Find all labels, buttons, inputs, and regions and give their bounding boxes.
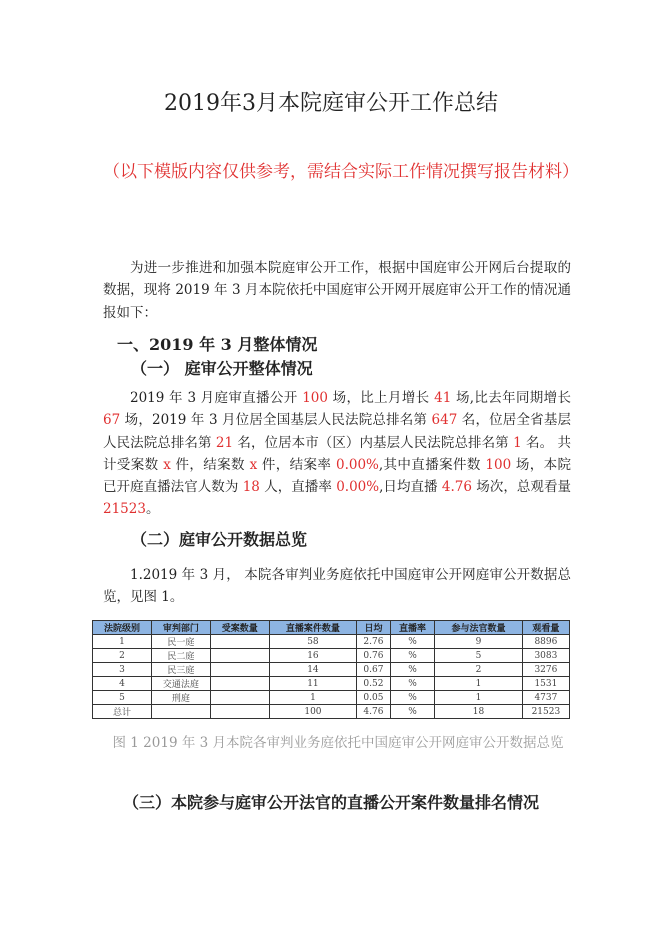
highlighted-value: 21	[215, 434, 234, 451]
highlighted-value: x	[163, 456, 171, 473]
data-overview-table	[92, 620, 570, 719]
paragraph-text: 名，位居本市（区）内基层人民法院总排名第	[233, 434, 514, 451]
table-cell: %	[390, 705, 435, 719]
table-cell: %	[390, 649, 435, 663]
column-header: 直播率	[390, 621, 435, 635]
table-cell: 5	[435, 649, 523, 663]
subsection-heading-3: （三）本院参与庭审公开法官的直播公开案件数量排名情况	[123, 793, 540, 812]
table-cell: 1	[93, 635, 152, 649]
highlighted-value: 41	[434, 390, 452, 406]
subsection-heading-2: （二）庭审公开数据总览	[131, 530, 308, 549]
highlighted-value: 1	[513, 434, 522, 451]
paragraph-text: 名，位居全省基层人民法院总排名第	[103, 412, 571, 451]
data-overview-paragraph: 1.2019 年 3 月， 本院各审判业务庭依托中国庭审公开网庭审公开数据总览，见图 1。	[103, 567, 571, 606]
table-cell: 1	[269, 691, 357, 705]
highlighted-value: 0.00%	[335, 456, 379, 473]
table-cell	[210, 649, 269, 663]
column-header: 法院级别	[93, 621, 152, 635]
table-cell: 民三庭	[151, 663, 210, 677]
table-cell: 民一庭	[151, 635, 210, 649]
paragraph-text: 件，结案数	[170, 456, 250, 473]
column-header: 日均	[357, 621, 390, 635]
table-cell	[210, 663, 269, 677]
table-cell: %	[390, 677, 435, 691]
table-cell: 14	[269, 663, 357, 677]
table-cell: 0.67	[357, 663, 390, 677]
paragraph-text: 件，结案率	[257, 456, 336, 473]
table-cell: 3083	[522, 649, 569, 663]
table-cell: 民二庭	[151, 649, 210, 663]
table-cell: 5	[93, 691, 152, 705]
column-header: 参与法官数量	[435, 621, 523, 635]
table-cell: 4.76	[357, 705, 390, 719]
table-cell: 3	[93, 663, 152, 677]
table-cell	[210, 635, 269, 649]
table-cell: 交通法庭	[151, 677, 210, 691]
table-cell: 0.76	[357, 649, 390, 663]
highlighted-value: 67	[103, 412, 121, 429]
paragraph-text: 场,比去年同期增长	[451, 390, 571, 406]
paragraph-text: 2019 年 3 月庭审直播公开	[130, 390, 303, 406]
table-cell: %	[390, 635, 435, 649]
table-cell: 刑庭	[151, 691, 210, 705]
paragraph-text: 。	[145, 501, 160, 518]
table-row	[93, 705, 570, 719]
table-cell	[151, 705, 210, 719]
table-header-row	[93, 621, 570, 635]
paragraph-text: 场，2019 年 3 月位居全国基层人民法院总排名第	[120, 412, 432, 429]
table-cell: 2	[435, 663, 523, 677]
overview-paragraph	[103, 387, 571, 521]
document-title: 2019年3月本院庭审公开工作总结	[164, 91, 498, 116]
table-row	[93, 677, 570, 691]
table-row	[93, 691, 570, 705]
table-cell: 3276	[522, 663, 569, 677]
table-cell: 9	[435, 635, 523, 649]
intro-paragraph: 为进一步推进和加强本院庭审公开工作，根据中国庭审公开网后台提取的数据，现将 2019 年 3 月本院依托中国庭审公开网开展庭审公开工作的情况通报如下：	[103, 260, 571, 321]
table-cell: 100	[269, 705, 357, 719]
paragraph-text: ,日均直播	[379, 479, 442, 496]
table-cell: 4	[93, 677, 152, 691]
table-cell	[210, 705, 269, 719]
highlighted-value: 18	[242, 479, 260, 496]
paragraph-text: 场次，总观看量	[471, 479, 571, 496]
column-header: 观看量	[522, 621, 569, 635]
table-cell: 8896	[522, 635, 569, 649]
highlighted-value: 100	[302, 390, 328, 406]
highlighted-value: 4.76	[441, 479, 472, 496]
table-cell: 2	[93, 649, 152, 663]
section-heading-1: 一、2019 年 3 月整体情况	[117, 335, 318, 354]
table-cell: 16	[269, 649, 357, 663]
table-cell: 21523	[522, 705, 569, 719]
highlighted-value: 647	[431, 412, 458, 429]
table-cell: 1	[435, 691, 523, 705]
table-row	[93, 635, 570, 649]
table-cell: 1	[435, 677, 523, 691]
paragraph-text: 场，比上月增长	[327, 390, 435, 406]
table-cell: 0.05	[357, 691, 390, 705]
highlighted-value: x	[249, 456, 258, 473]
highlighted-value: 100	[485, 456, 512, 473]
paragraph-text: 场，本院已开庭直播法官人数为	[103, 456, 571, 496]
table-cell: 0.52	[357, 677, 390, 691]
template-note: （以下模版内容仅供参考，需结合实际工作情况撰写报告材料）	[103, 162, 579, 182]
table-cell: 总计	[93, 705, 152, 719]
column-header: 直播案件数量	[269, 621, 357, 635]
table-row	[93, 649, 570, 663]
column-header: 审判部门	[151, 621, 210, 635]
subsection-heading-1: （一） 庭审公开整体情况	[131, 359, 313, 378]
table-cell	[210, 691, 269, 705]
highlighted-value: 21523	[103, 501, 146, 518]
table-cell: 11	[269, 677, 357, 691]
column-header: 受案数量	[210, 621, 269, 635]
paragraph-text: 名。 共计受案数	[103, 434, 571, 473]
table-cell: 1531	[522, 677, 569, 691]
highlighted-value: 0.00%	[336, 479, 380, 496]
table-cell: %	[390, 691, 435, 705]
table-cell: 2.76	[357, 635, 390, 649]
table-cell: 58	[269, 635, 357, 649]
figure-caption: 图 1 2019 年 3 月本院各审判业务庭依托中国庭审公开网庭审公开数据总览	[112, 735, 564, 751]
table-row	[93, 663, 570, 677]
paragraph-text: 人，直播率	[259, 479, 337, 496]
table-cell: 4737	[522, 691, 569, 705]
table-cell: 18	[435, 705, 523, 719]
table-cell	[210, 677, 269, 691]
paragraph-text: ,其中直播案件数	[378, 456, 486, 473]
table-cell: %	[390, 663, 435, 677]
